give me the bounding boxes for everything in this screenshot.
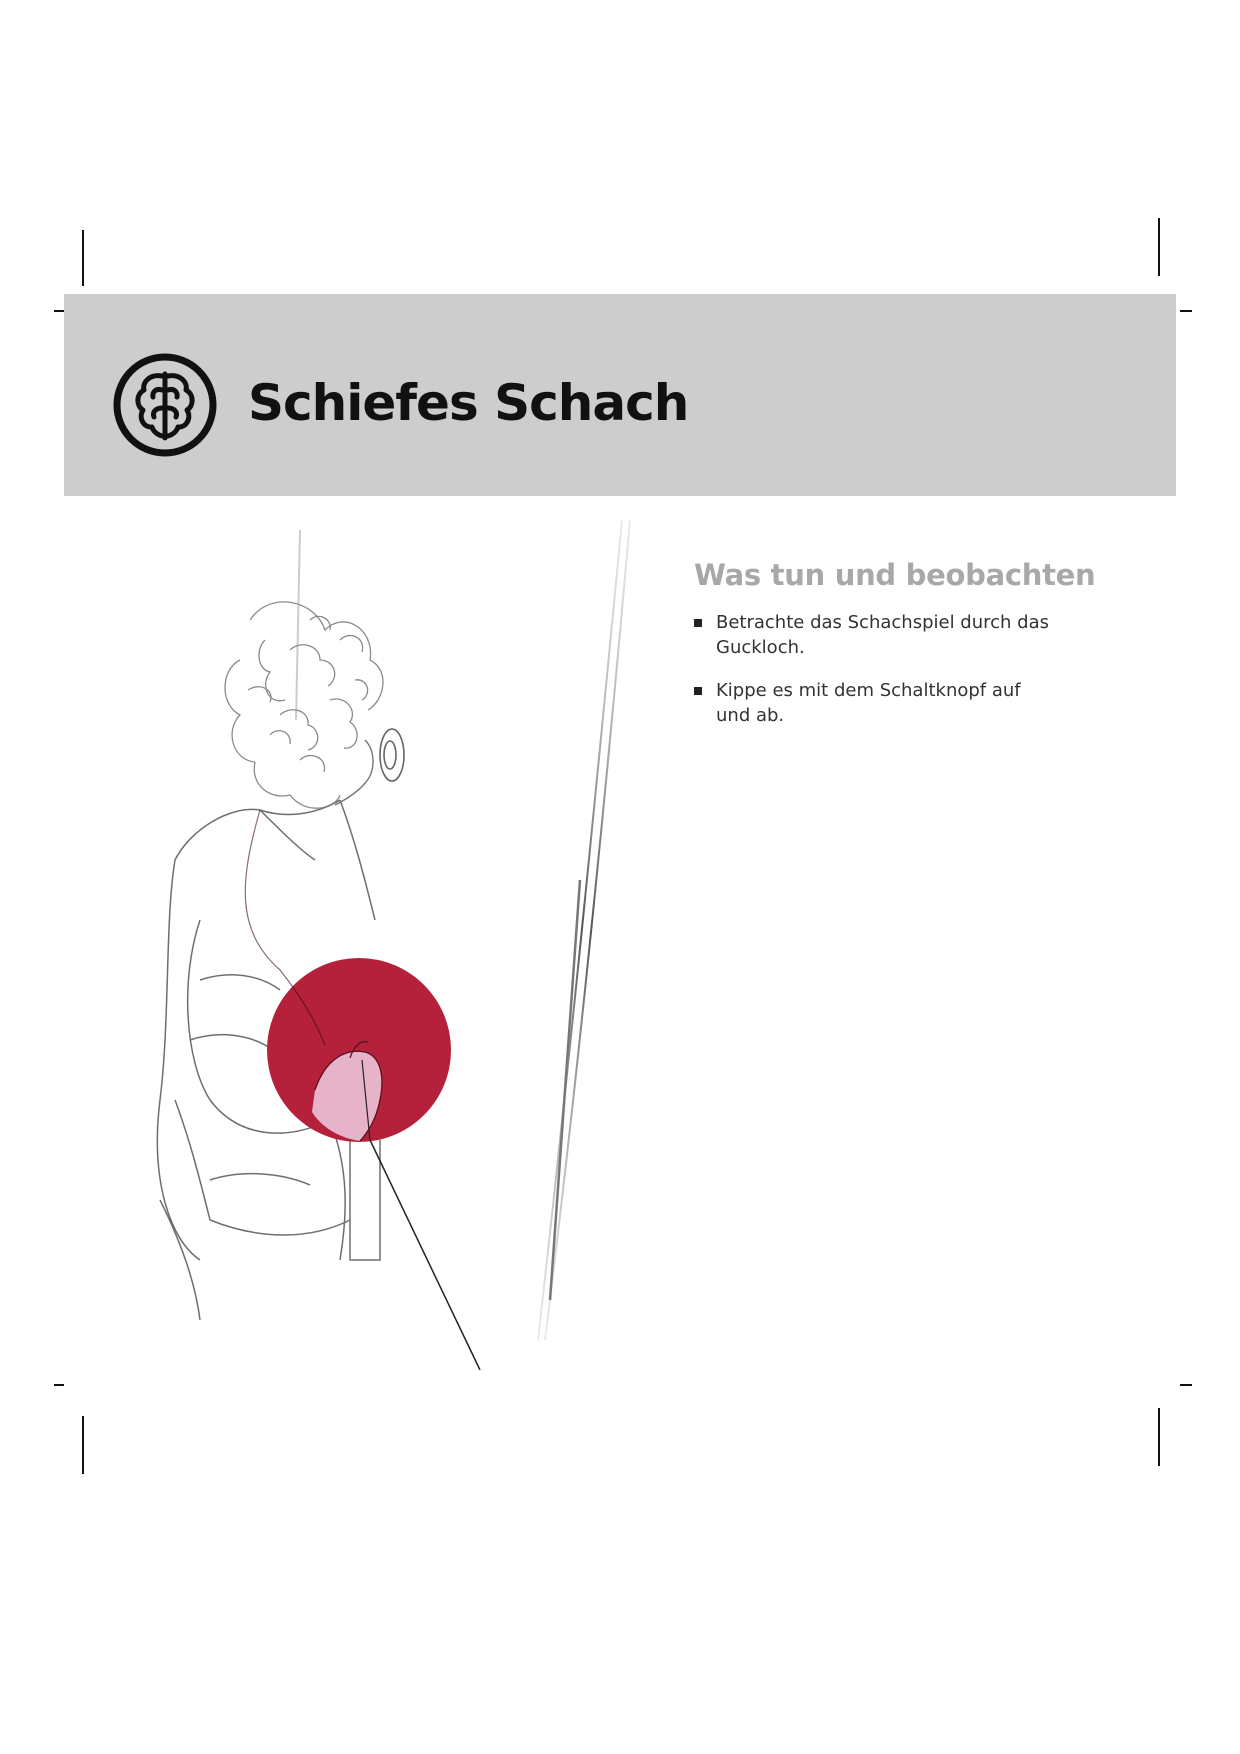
crop-mark-bottom-right-vertical [1158, 1408, 1160, 1466]
crop-mark-top-right-vertical [1158, 218, 1160, 276]
bullet-square-icon [694, 619, 702, 627]
bullet-square-icon [694, 687, 702, 695]
instruction-text: Betrachte das Schachspiel durch das Guckloch. [716, 612, 1049, 658]
instruction-text: Kippe es mit dem Schaltknopf auf und ab. [716, 680, 1021, 726]
brain-icon [112, 352, 218, 458]
crop-mark-top-left-vertical [82, 230, 84, 286]
instructions-heading: Was tun und beobachten [694, 558, 1096, 592]
crop-mark-bottom-right-horizontal [1180, 1384, 1192, 1386]
crop-mark-bottom-left-horizontal [54, 1384, 64, 1386]
crop-mark-top-right-horizontal [1180, 310, 1192, 312]
crop-mark-top-left-horizontal [54, 310, 64, 312]
page-title: Schiefes Schach [248, 374, 689, 432]
list-item [694, 678, 1054, 728]
header-banner [64, 294, 1176, 496]
list-item [694, 610, 1054, 660]
illustration-person-at-peephole [140, 500, 700, 1370]
instructions-list [694, 610, 1054, 746]
crop-mark-bottom-left-vertical [82, 1416, 84, 1474]
